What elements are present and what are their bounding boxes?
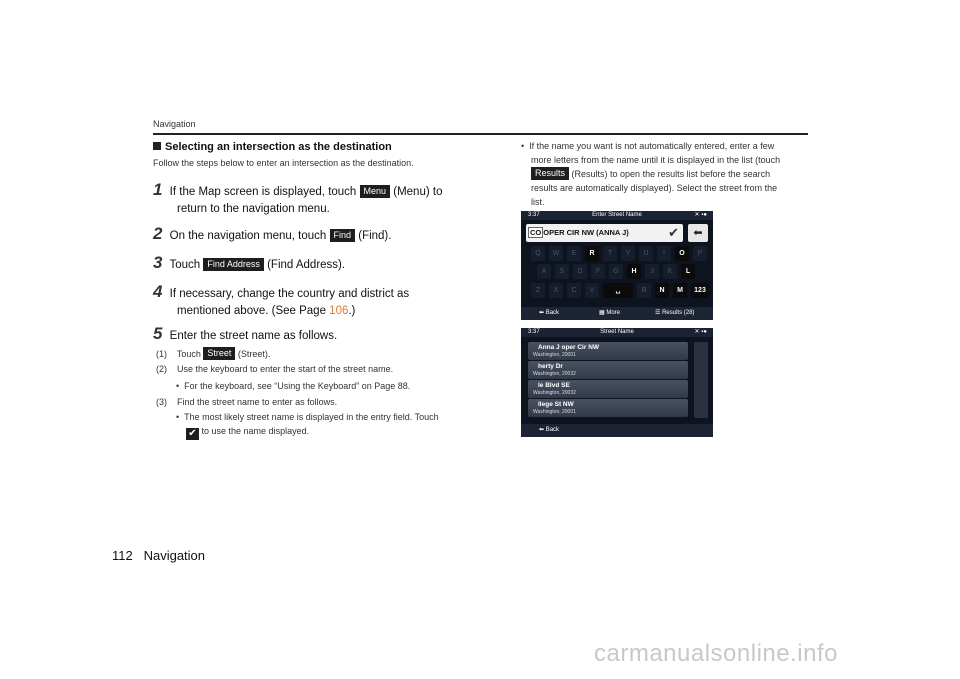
street-name-screen	[521, 328, 713, 437]
key-f[interactable]: F	[591, 264, 605, 279]
keyboard-icon: ▦	[599, 310, 605, 316]
back-arrow-icon: ⬅	[539, 310, 545, 316]
list-item[interactable]: Anna J oper Cir NW Washington, 20001	[528, 342, 688, 360]
list-icon: ☰	[655, 310, 661, 316]
key-v[interactable]: V	[585, 283, 599, 298]
step-5: 5 Enter the street name as follows.	[153, 324, 338, 343]
step-3: 3 Touch Find Address (Find Address).	[153, 253, 346, 272]
substep-1: (1) Touch Street (Street).	[156, 348, 271, 359]
backspace-button[interactable]	[688, 224, 708, 242]
list-item[interactable]: le Blvd SE Washington, 20032	[528, 380, 688, 398]
checkmark-icon[interactable]: ✔	[668, 225, 679, 240]
key-z[interactable]: Z	[531, 283, 545, 298]
key-o[interactable]: O	[675, 246, 689, 261]
list-item[interactable]: herty Dr Washington, 20032	[528, 361, 688, 379]
page-footer	[112, 548, 205, 563]
key-y[interactable]: Y	[621, 246, 635, 261]
back-button[interactable]: ⬅ Back	[539, 427, 560, 433]
key-w[interactable]: W	[549, 246, 563, 261]
key-d[interactable]: D	[573, 264, 587, 279]
back-button[interactable]: ⬅ Back	[539, 310, 560, 316]
menu-button-label: Menu	[360, 185, 391, 198]
step-4: 4 If necessary, change the country and district as mentioned above. (See Page 106.)	[153, 282, 410, 317]
back-arrow-icon: ⬅	[539, 427, 545, 433]
find-button-label: Find	[330, 229, 356, 242]
page-number: 112	[112, 548, 133, 563]
key-h[interactable]: H	[627, 264, 641, 279]
substep-3: (3) Find the street name to enter as follows.	[156, 397, 338, 407]
key-u[interactable]: U	[639, 246, 653, 261]
street-button-label: Street	[203, 347, 235, 360]
status-bar: 3:37 Enter Street Name ✕ ▪●	[521, 211, 713, 220]
key-r[interactable]: R	[585, 246, 599, 261]
key-c[interactable]: C	[567, 283, 581, 298]
scrollbar[interactable]	[694, 342, 708, 418]
key-space[interactable]: ␣	[603, 283, 633, 298]
key-s[interactable]: S	[555, 264, 569, 279]
right-bullet: • If the name you want is not automatically entered, enter a few more letters from the name until it is displayed in the list (touch Results (Results) to open the results list before the search results are automatically displayed). Select the street from the list.	[521, 141, 781, 207]
results-button[interactable]: ☰ Results (28)	[655, 310, 695, 316]
key-q[interactable]: Q	[531, 246, 545, 261]
section-intro: Follow the steps below to enter an intersection as the destination.	[153, 158, 414, 168]
key-g[interactable]: G	[609, 264, 623, 279]
signal-icon: ✕ ▪●	[694, 329, 707, 335]
footer-section: Navigation	[143, 548, 206, 563]
key-m[interactable]: M	[673, 283, 687, 298]
backspace-icon: ⬅	[693, 227, 703, 239]
substep-2-bullet: • For the keyboard, see “Using the Keyboard” on Page 88.	[176, 381, 411, 391]
key-l[interactable]: L	[681, 264, 695, 279]
header-rule	[153, 133, 808, 135]
key-e[interactable]: E	[567, 246, 581, 261]
key-p[interactable]: P	[693, 246, 707, 261]
key-i[interactable]: I	[657, 246, 671, 261]
bottom-bar	[521, 307, 713, 320]
step-1: 1 If the Map screen is displayed, touch Menu (Menu) to return to the navigation menu.	[153, 180, 443, 215]
substep-2: (2) Use the keyboard to enter the start of the street name.	[156, 364, 394, 374]
substep-3-bullet: • The most likely street name is displayed in the entry field. Touch ✔ to use the name displayed.	[176, 412, 439, 439]
status-bar: 3:37 Street Name ✕ ▪●	[521, 328, 713, 337]
key-b[interactable]: B	[637, 283, 651, 298]
watermark: carmanualsonline.info	[594, 640, 838, 667]
page-link[interactable]: 106	[329, 305, 349, 317]
find-address-button-label: Find Address	[203, 258, 264, 271]
checkmark-icon: ✔	[186, 428, 199, 440]
key-a[interactable]: A	[537, 264, 551, 279]
results-button-label: Results	[531, 167, 569, 180]
section-title: Selecting an intersection as the destination	[153, 141, 392, 153]
more-button[interactable]: ▦ More	[599, 310, 621, 316]
step-2: 2 On the navigation menu, touch Find (Find).	[153, 224, 392, 243]
header-section-label: Navigation	[153, 119, 196, 129]
square-bullet-icon	[153, 142, 161, 150]
bottom-bar	[521, 424, 713, 437]
street-entry-field[interactable]: CO OPER CIR NW (ANNA J) ✔	[526, 224, 683, 242]
signal-icon: ✕ ▪●	[694, 212, 707, 218]
enter-street-name-screen	[521, 211, 713, 320]
key-t[interactable]: T	[603, 246, 617, 261]
list-item[interactable]: llege St NW Washington, 20001	[528, 399, 688, 417]
key-k[interactable]: K	[663, 264, 677, 279]
key-x[interactable]: X	[549, 283, 563, 298]
key-n[interactable]: N	[655, 283, 669, 298]
key-j[interactable]: J	[645, 264, 659, 279]
key-123[interactable]: 123	[691, 283, 709, 298]
